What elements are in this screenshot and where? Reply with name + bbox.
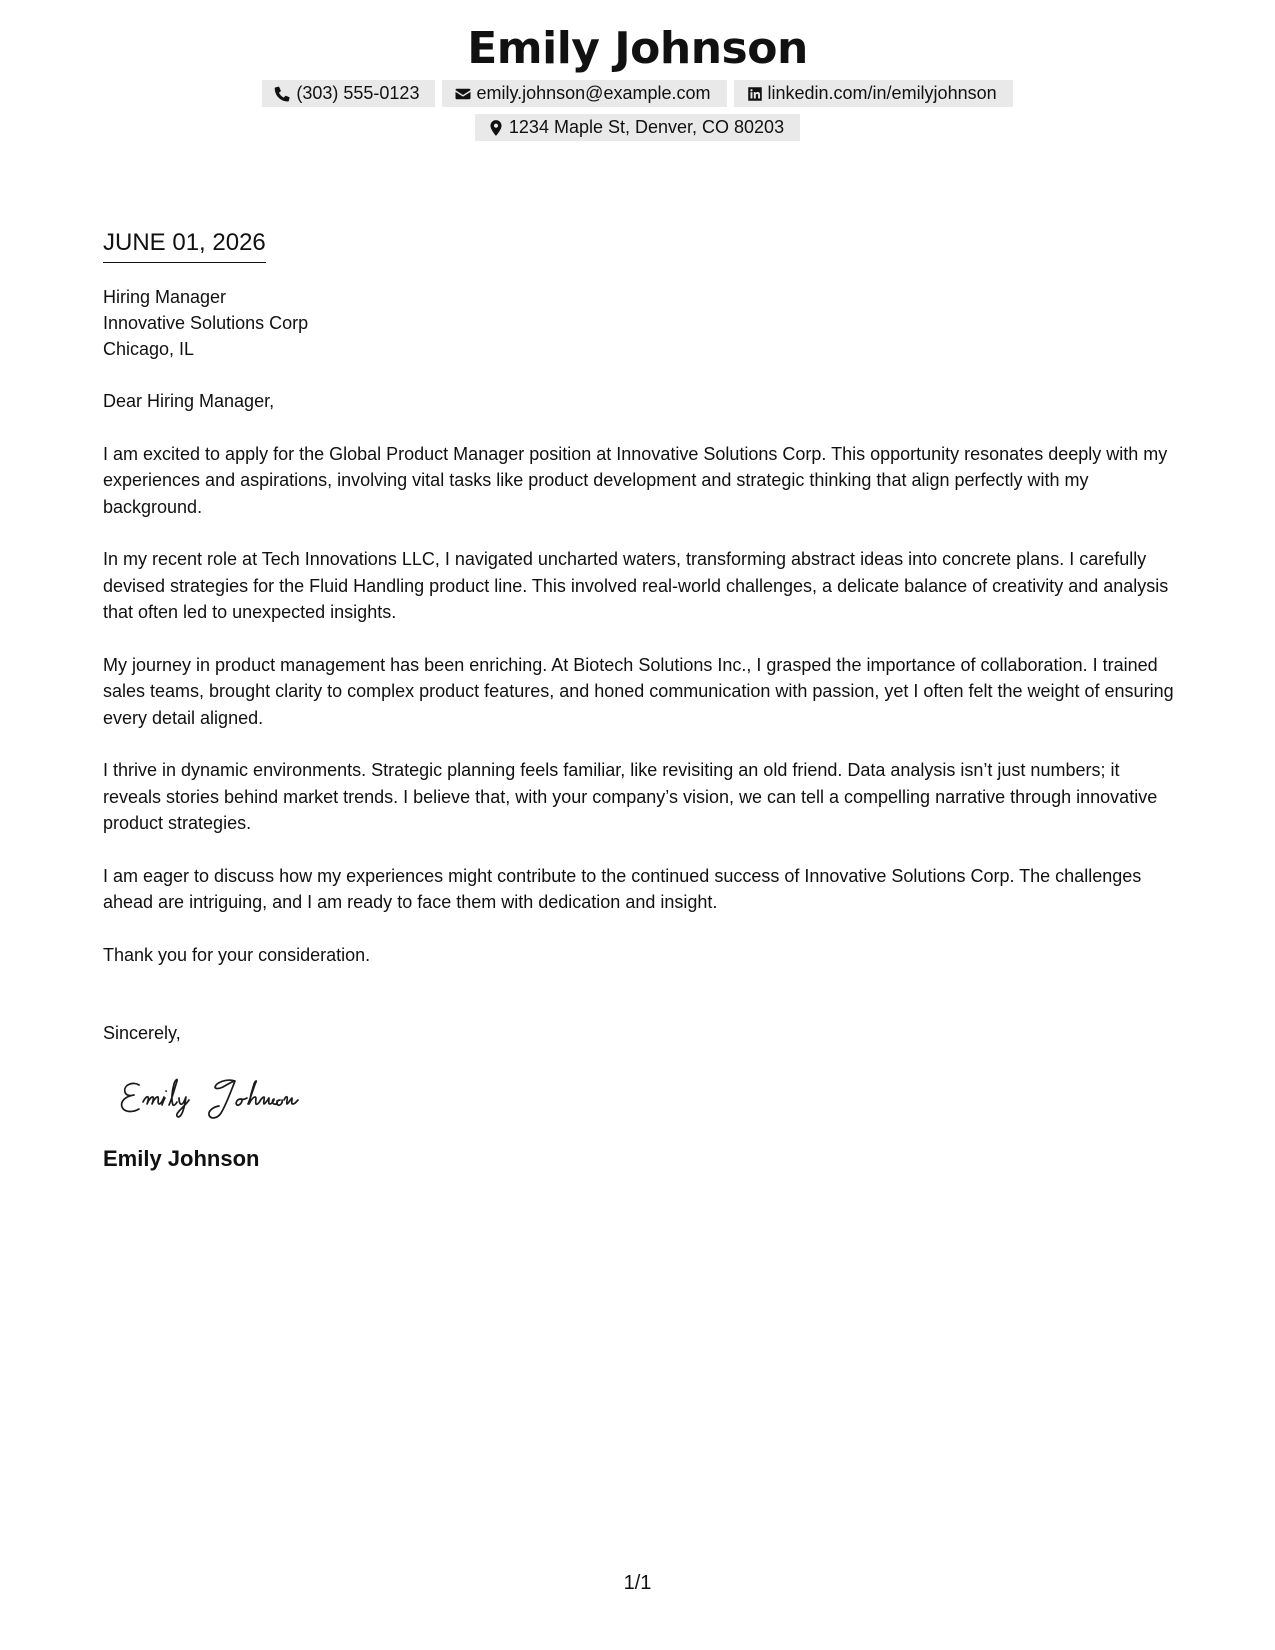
contact-email-text: emily.johnson@example.com <box>476 83 711 103</box>
phone-icon <box>274 85 292 103</box>
paragraph-5: I am eager to discuss how my experiences might contribute to the continued success of Innovative Solutions Corp. The challenges ahead are intriguing, and I am ready to face them with dedication and insight. <box>103 865 1142 912</box>
paragraph-4: I thrive in dynamic environments. Strategic planning feels familiar, like revisiting an old friend. Data analysis isn’t just numbers; it reveals stories behind market trends. I believe that, with your company’s vision, we can tell a compelling narrative through innovative product strategies. <box>103 760 1158 833</box>
map-pin-icon <box>487 119 505 137</box>
letter-header <box>0 22 1275 141</box>
contact-address-text: 1234 Maple St, Denver, CO 80203 <box>508 117 785 137</box>
recipient-title: Hiring Manager <box>103 287 227 307</box>
sender-name: Emily Johnson <box>467 23 808 74</box>
letter-date: JUNE 01, 2026 <box>103 228 266 263</box>
page-number: 1/1 <box>623 1572 652 1594</box>
contact-row-secondary <box>0 114 1275 141</box>
closing: Sincerely, <box>103 1023 181 1043</box>
contact-email[interactable] <box>442 80 726 107</box>
linkedin-icon <box>746 85 764 103</box>
contact-phone-text: (303) 555-0123 <box>296 83 420 103</box>
contact-row-primary <box>0 80 1275 107</box>
contact-phone[interactable] <box>262 80 435 107</box>
envelope-icon <box>454 85 472 103</box>
paragraph-6: Thank you for your consideration. <box>103 944 371 965</box>
contact-linkedin[interactable] <box>734 80 1013 107</box>
contact-address <box>475 114 800 141</box>
recipient-location: Chicago, IL <box>103 339 195 359</box>
contact-linkedin-text: linkedin.com/in/emilyjohnson <box>767 83 997 103</box>
paragraph-1: I am excited to apply for the Global Product Manager position at Innovative Solutions Corp. This opportunity resonates deeply with my experiences and aspirations, involving vital tasks like product development and strategic thinking that align perfectly with my background. <box>103 443 1168 517</box>
paragraph-3: My journey in product management has been enriching. At Biotech Solutions Inc., I grasped the importance of collaboration. I trained sales teams, brought clarity to complex product features, and honed communication with passion, yet I often felt the weight of ensuring every detail aligned. <box>103 654 1174 728</box>
recipient-company: Innovative Solutions Corp <box>103 313 309 333</box>
handwritten-signature <box>117 1069 1178 1125</box>
letter-body <box>103 228 1178 1173</box>
paragraph-2: In my recent role at Tech Innovations LLC, I navigated uncharted waters, transforming abstract ideas into concrete plans. I carefully devised strategies for the Fluid Handling product line. This involved real-world challenges, a delicate balance of creativity and analysis that often led to unexpected insights. <box>103 549 1169 622</box>
signed-name: Emily Johnson <box>103 1145 260 1171</box>
recipient-block <box>103 284 1178 362</box>
salutation: Dear Hiring Manager, <box>103 391 275 411</box>
